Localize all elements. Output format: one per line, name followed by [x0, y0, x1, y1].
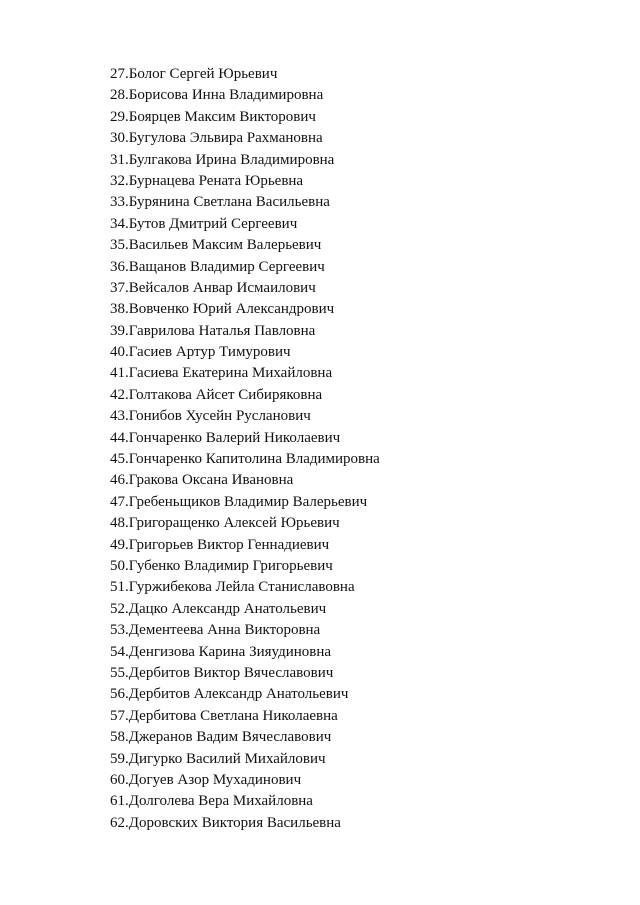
list-item: 52.Дацко Александр Анатольевич — [110, 600, 327, 617]
list-item: 58.Джеранов Вадим Вячеславович — [110, 729, 332, 746]
list-item: 54.Денгизова Карина Зияудиновна — [110, 643, 332, 660]
list-item: 60.Догуев Азор Мухадинович — [110, 771, 302, 788]
list-item: 43.Гонибов Хусейн Русланович — [110, 408, 311, 425]
list-item: 27.Болог Сергей Юрьевич — [110, 66, 278, 82]
list-item: 57.Дербитова Светлана Николаевна — [110, 707, 338, 724]
list-item: 40.Гасиев Артур Тимурович — [110, 344, 291, 361]
list-item: 49.Григорьев Виктор Геннадиевич — [110, 536, 330, 553]
list-item: 46.Гракова Оксана Ивановна — [110, 472, 294, 489]
list-item: 50.Губенко Владимир Григорьевич — [110, 557, 333, 574]
list-item: 32.Бурнацева Рената Юрьевна — [110, 172, 304, 189]
list-item: 30.Бугулова Эльвира Рахмановна — [110, 130, 323, 147]
list-item: 44.Гончаренко Валерий Николаевич — [110, 429, 341, 446]
list-item: 45.Гончаренко Капитолина Владимировна — [110, 451, 380, 468]
list-item: 47.Гребеньщиков Владимир Валерьевич — [110, 493, 368, 510]
list-item: 51.Гуржибекова Лейла Станиславовна — [110, 579, 355, 596]
list-item: 28.Борисова Инна Владимировна — [110, 87, 324, 104]
list-item: 35.Васильев Максим Валерьевич — [110, 237, 322, 254]
list-item: 36.Ващанов Владимир Сергеевич — [110, 258, 325, 275]
list-item: 56.Дербитов Александр Анатольевич — [110, 686, 349, 703]
list-item: 33.Бурянина Светлана Васильевна — [110, 194, 330, 211]
list-item: 31.Булгакова Ирина Владимировна — [110, 151, 335, 168]
list-item: 37.Вейсалов Анвар Исмаилович — [110, 279, 316, 296]
list-item: 38.Вовченко Юрий Александрович — [110, 301, 335, 318]
list-item: 48.Григоращенко Алексей Юрьевич — [110, 515, 340, 532]
list-item: 29.Боярцев Максим Викторович — [110, 108, 316, 125]
list-item: 55.Дербитов Виктор Вячеславович — [110, 664, 334, 681]
list-item: 53.Дементеева Анна Викторовна — [110, 622, 321, 639]
list-item: 59.Дигурко Василий Михайлович — [110, 750, 326, 767]
list-item: 42.Голтакова Айсет Сибиряковна — [110, 386, 323, 403]
list-item: 41.Гасиева Екатерина Михайловна — [110, 365, 333, 382]
list-item: 39.Гаврилова Наталья Павловна — [110, 322, 316, 339]
list-item: 62.Доровских Виктория Васильевна — [110, 814, 341, 831]
list-item: 61.Долголева Вера Михайловна — [110, 793, 313, 810]
name-list — [110, 64, 380, 834]
list-item: 34.Бутов Дмитрий Сергеевич — [110, 215, 298, 232]
